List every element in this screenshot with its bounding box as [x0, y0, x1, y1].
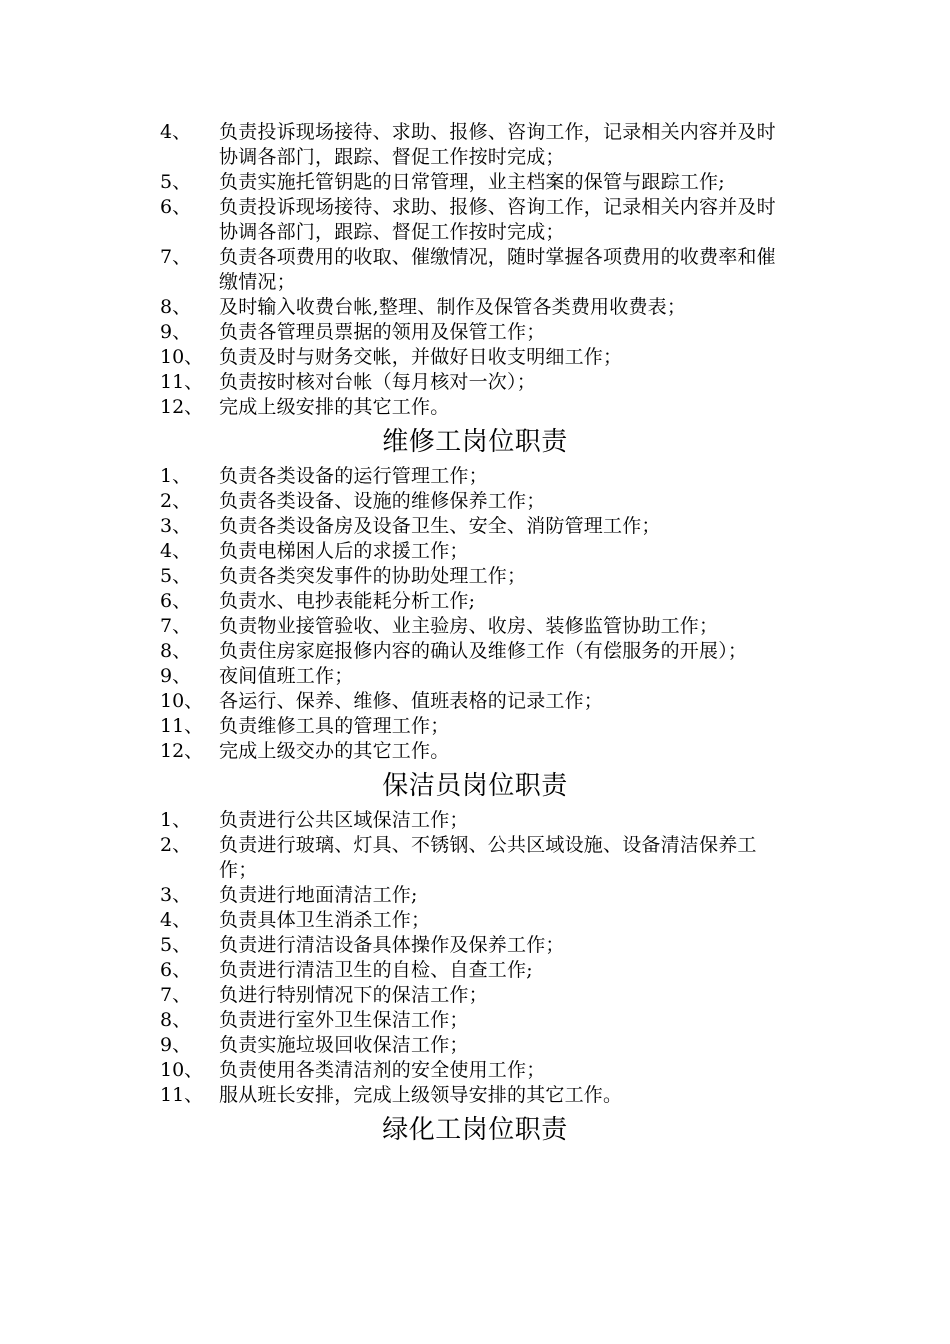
cleaner-duty-list	[0, 808, 950, 1108]
section-title-maintenance: 维修工岗位职责	[382, 427, 568, 457]
item-text: 及时输入收费台帐,整理、制作及保管各类费用收费表；	[219, 296, 687, 318]
item-number: 7、	[160, 984, 192, 1006]
item-text: 负责进行地面清洁工作;	[219, 884, 418, 906]
item-text: 负责进行清洁设备具体操作及保养工作；	[219, 934, 565, 956]
item-text: 负责进行室外卫生保洁工作；	[219, 1009, 469, 1031]
item-number: 4、	[160, 121, 192, 143]
item-text: 完成上级安排的其它工作。	[219, 396, 450, 418]
list-item	[0, 370, 950, 395]
item-number: 2、	[160, 834, 192, 856]
item-text: 负责及时与财务交帐，并做好日收支明细工作；	[219, 346, 623, 368]
list-item	[0, 664, 950, 689]
item-number: 9、	[160, 1034, 192, 1056]
item-number: 9、	[160, 665, 192, 687]
item-text: 各运行、保养、维修、值班表格的记录工作；	[219, 690, 604, 712]
item-number: 12、	[160, 740, 204, 762]
item-text: 负责水、电抄表能耗分析工作;	[219, 590, 476, 612]
list-item	[0, 808, 950, 833]
list-item	[0, 195, 950, 245]
item-number: 12、	[160, 396, 204, 418]
list-item	[0, 514, 950, 539]
list-item	[0, 395, 950, 420]
item-text: 负责维修工具的管理工作；	[219, 715, 450, 737]
list-item	[0, 833, 950, 883]
list-item	[0, 908, 950, 933]
list-item	[0, 489, 950, 514]
item-text: 负责各管理员票据的领用及保管工作；	[219, 321, 546, 343]
list-item	[0, 883, 950, 908]
list-item	[0, 539, 950, 564]
item-number: 2、	[160, 490, 192, 512]
list-item	[0, 120, 950, 170]
item-text: 负责进行公共区域保洁工作；	[219, 809, 469, 831]
list-item	[0, 320, 950, 345]
list-item	[0, 564, 950, 589]
item-number: 6、	[160, 959, 192, 981]
item-number: 11、	[160, 1084, 204, 1106]
intro-duty-list	[0, 120, 950, 420]
list-item	[0, 295, 950, 320]
list-item	[0, 614, 950, 639]
list-item	[0, 933, 950, 958]
item-number: 4、	[160, 909, 192, 931]
item-number: 5、	[160, 934, 192, 956]
list-item	[0, 1008, 950, 1033]
list-item	[0, 464, 950, 489]
item-text: 负责实施垃圾回收保洁工作；	[219, 1034, 469, 1056]
item-text: 负责各类设备房及设备卫生、安全、消防管理工作；	[219, 515, 661, 537]
item-number: 10、	[160, 346, 204, 368]
item-number: 3、	[160, 884, 192, 906]
list-item	[0, 245, 950, 295]
item-text: 负责各类设备、设施的维修保养工作；	[219, 490, 546, 512]
item-number: 3、	[160, 515, 192, 537]
item-text: 夜间值班工作；	[219, 665, 354, 687]
item-text: 负责各项费用的收取、催缴情况，随时掌握各项费用的收费率和催缴情况；	[219, 246, 776, 293]
list-item	[0, 1033, 950, 1058]
item-number: 10、	[160, 690, 204, 712]
list-item	[0, 958, 950, 983]
item-text: 完成上级交办的其它工作。	[219, 740, 450, 762]
item-number: 6、	[160, 196, 192, 218]
maintenance-duty-list	[0, 464, 950, 764]
item-number: 1、	[160, 809, 192, 831]
item-text: 负责各类突发事件的协助处理工作；	[219, 565, 527, 587]
item-number: 6、	[160, 590, 192, 612]
section-title-greening: 绿化工岗位职责	[382, 1115, 568, 1145]
item-text: 负责住房家庭报修内容的确认及维修工作（有偿服务的开展）；	[219, 640, 748, 662]
item-number: 1、	[160, 465, 192, 487]
document-page	[0, 120, 950, 1152]
item-text: 服从班长安排，完成上级领导安排的其它工作。	[219, 1084, 623, 1106]
item-text: 负责使用各类清洁剂的安全使用工作；	[219, 1059, 546, 1081]
item-text: 负责物业接管验收、业主验房、收房、装修监管协助工作；	[219, 615, 719, 637]
list-item	[0, 345, 950, 370]
list-item	[0, 983, 950, 1008]
item-number: 8、	[160, 296, 192, 318]
item-number: 10、	[160, 1059, 204, 1081]
item-text: 负责投诉现场接待、求助、报修、咨询工作，记录相关内容并及时协调各部门，跟踪、督促工作按时完成；	[219, 121, 776, 168]
item-number: 7、	[160, 615, 192, 637]
item-text: 负责具体卫生消杀工作；	[219, 909, 431, 931]
item-number: 7、	[160, 246, 192, 268]
item-number: 5、	[160, 171, 192, 193]
item-text: 负责各类设备的运行管理工作；	[219, 465, 488, 487]
item-text: 负责投诉现场接待、求助、报修、咨询工作，记录相关内容并及时协调各部门，跟踪、督促工作按时完成；	[219, 196, 776, 243]
item-text: 负责按时核对台帐（每月核对一次）；	[219, 371, 536, 393]
item-text: 负责进行玻璃、灯具、不锈钢、公共区域设施、设备清洁保养工作；	[219, 834, 757, 881]
item-number: 8、	[160, 1009, 192, 1031]
list-item	[0, 170, 950, 195]
item-number: 11、	[160, 715, 204, 737]
list-item	[0, 639, 950, 664]
item-number: 11、	[160, 371, 204, 393]
item-number: 8、	[160, 640, 192, 662]
item-number: 9、	[160, 321, 192, 343]
item-text: 负责实施托管钥匙的日常管理，业主档案的保管与跟踪工作;	[219, 171, 725, 193]
list-item	[0, 739, 950, 764]
item-text: 负进行特别情况下的保洁工作；	[219, 984, 488, 1006]
list-item	[0, 689, 950, 714]
section-title-cleaner: 保洁员岗位职责	[382, 771, 568, 801]
item-text: 负责电梯困人后的求援工作；	[219, 540, 469, 562]
list-item	[0, 714, 950, 739]
item-number: 5、	[160, 565, 192, 587]
item-number: 4、	[160, 540, 192, 562]
list-item	[0, 589, 950, 614]
list-item	[0, 1058, 950, 1083]
list-item	[0, 1083, 950, 1108]
item-text: 负责进行清洁卫生的自检、自查工作;	[219, 959, 533, 981]
